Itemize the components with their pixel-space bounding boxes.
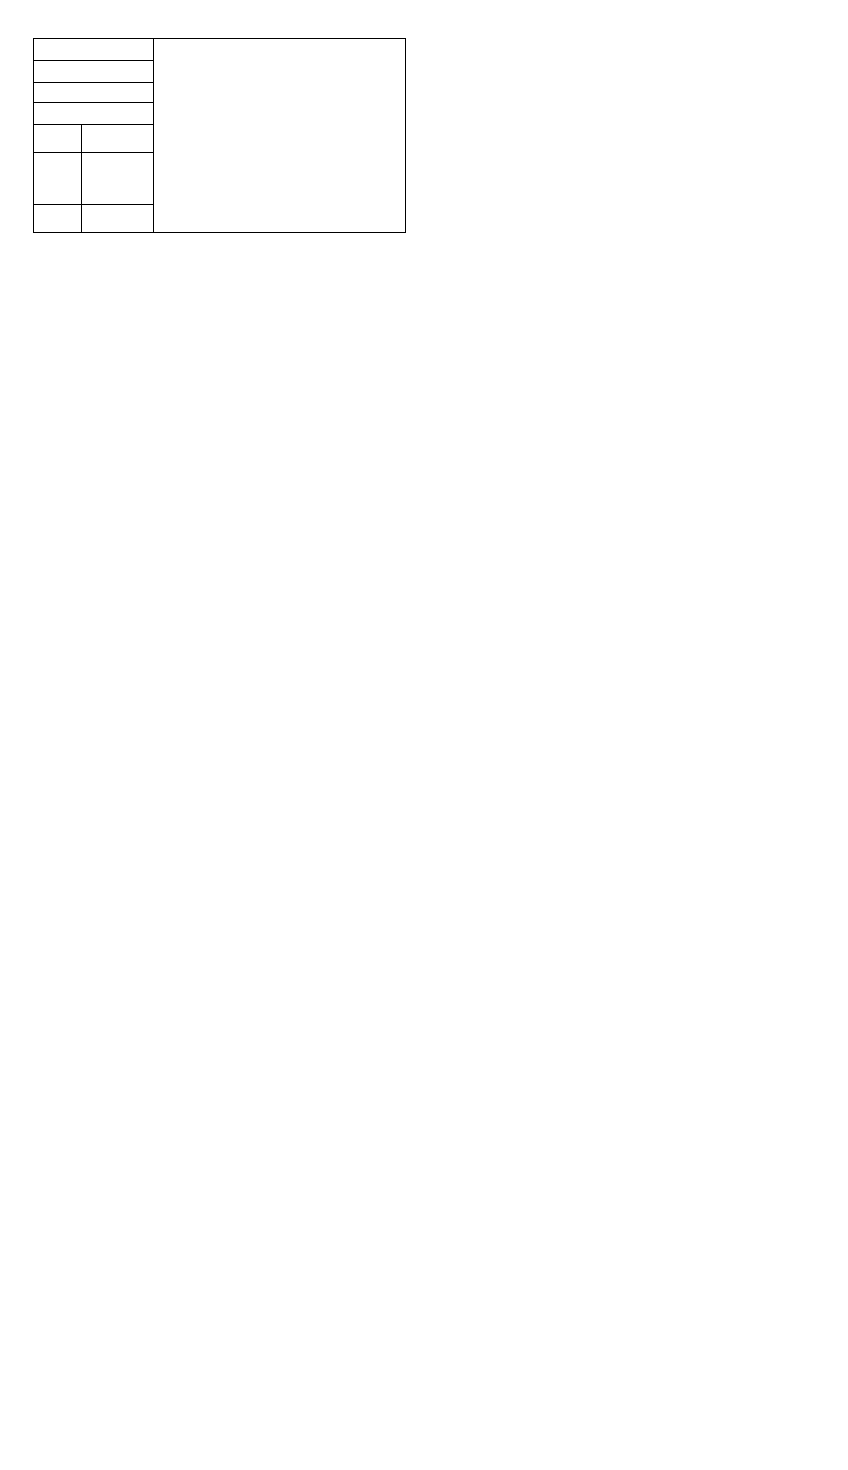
left-product-card [33,38,406,233]
profile-drawing [154,39,405,232]
product-info-column [34,39,154,232]
